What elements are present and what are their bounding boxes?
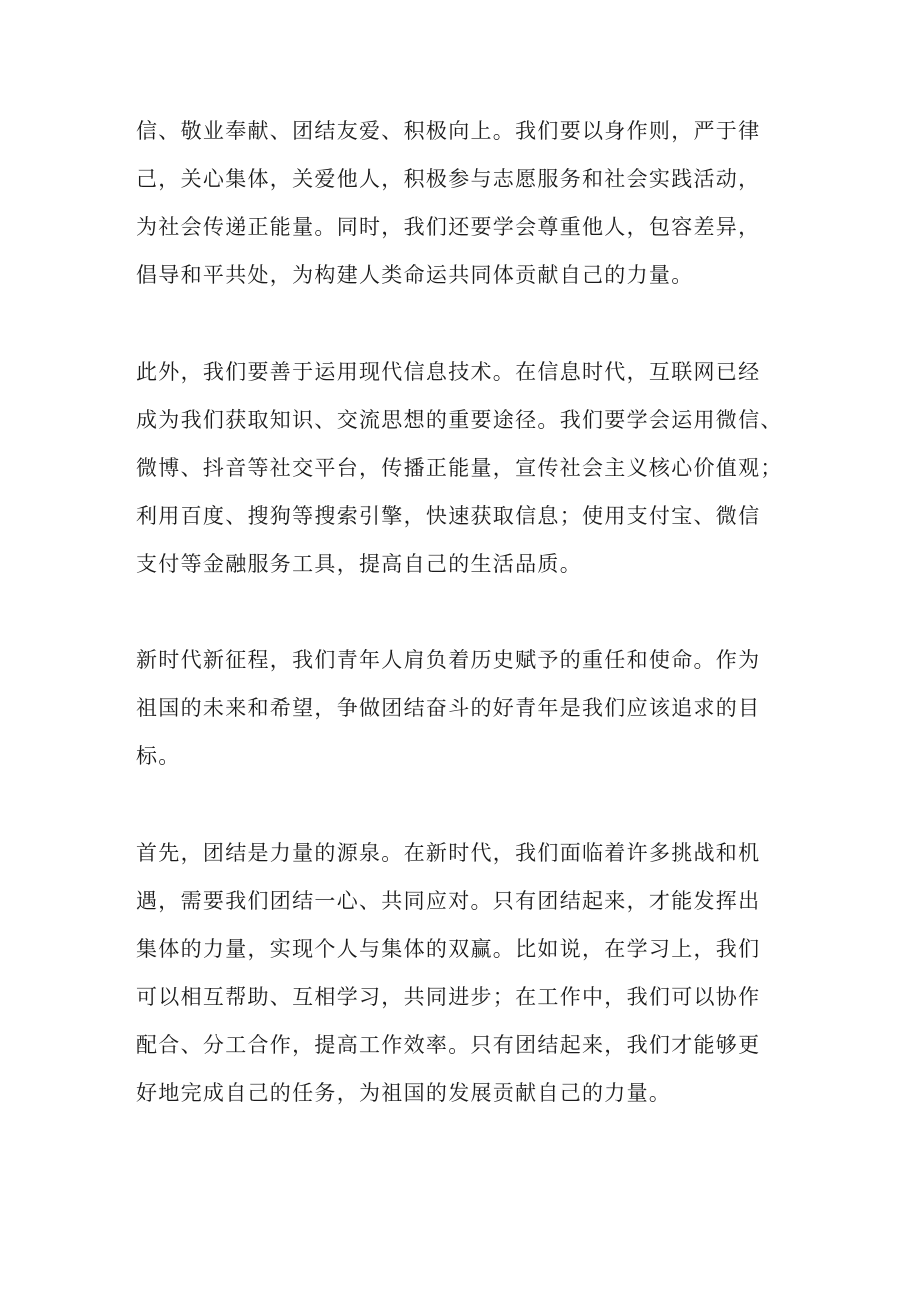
text-line: 此外，我们要善于运用现代信息技术。在信息时代，互联网已经 bbox=[136, 360, 761, 384]
text-line: 遇，需要我们团结一心、共同应对。只有团结起来，才能发挥出 bbox=[136, 889, 761, 913]
text-line: 祖国的未来和希望，争做团结奋斗的好青年是我们应该追求的目 bbox=[136, 696, 761, 720]
text-line: 为社会传递正能量。同时，我们还要学会尊重他人，包容差异， bbox=[136, 215, 761, 239]
text-line: 新时代新征程，我们青年人肩负着历史赋予的重任和使命。作为 bbox=[136, 648, 761, 672]
text-line: 微博、抖音等社交平台，传播正能量，宣传社会主义核心价值观； bbox=[136, 456, 783, 480]
text-line: 标。 bbox=[136, 744, 181, 768]
text-line: 好地完成自己的任务，为祖国的发展贡献自己的力量。 bbox=[136, 1081, 672, 1105]
text-line: 配合、分工合作，提高工作效率。只有团结起来，我们才能够更 bbox=[136, 1033, 761, 1057]
text-line: 成为我们获取知识、交流思想的重要途径。我们要学会运用微信、 bbox=[136, 408, 783, 432]
text-line: 可以相互帮助、互相学习，共同进步；在工作中，我们可以协作 bbox=[136, 985, 761, 1009]
text-line: 支付等金融服务工具，提高自己的生活品质。 bbox=[136, 552, 582, 576]
text-line: 集体的力量，实现个人与集体的双赢。比如说，在学习上，我们 bbox=[136, 937, 761, 961]
text-line: 信、敬业奉献、团结友爱、积极向上。我们要以身作则，严于律 bbox=[136, 119, 761, 143]
text-line: 己，关心集体，关爱他人，积极参与志愿服务和社会实践活动， bbox=[136, 167, 761, 191]
paragraph-information-technology bbox=[136, 348, 796, 588]
text-line: 首先，团结是力量的源泉。在新时代，我们面临着许多挑战和机 bbox=[136, 841, 761, 865]
paragraph-new-era-mission bbox=[136, 636, 796, 780]
text-line: 倡导和平共处，为构建人类命运共同体贡献自己的力量。 bbox=[136, 263, 694, 287]
text-line: 利用百度、搜狗等搜索引擎，快速获取信息；使用支付宝、微信 bbox=[136, 504, 761, 528]
paragraph-unity-strength bbox=[136, 829, 796, 1117]
paragraph-civic-virtues bbox=[136, 107, 796, 299]
